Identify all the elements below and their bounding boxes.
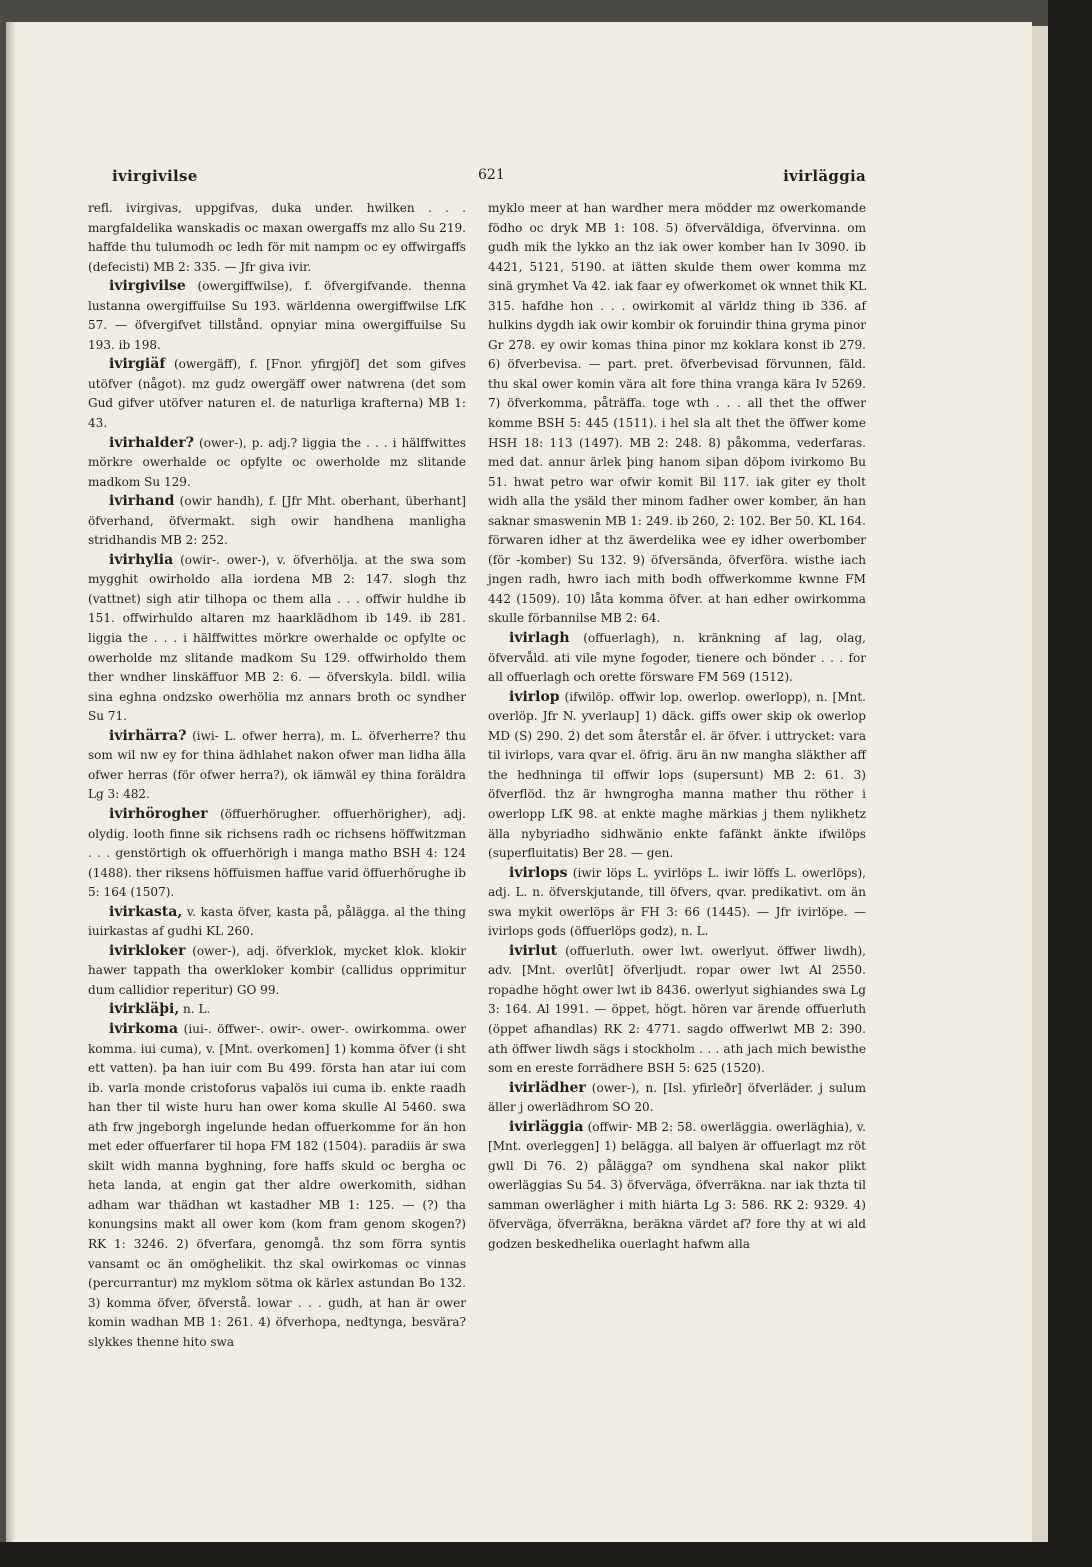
entry-headword: ivirlut [509,942,558,959]
dictionary-entry: ivirhylia (owir-. ower-), v. öfverhölja. at the swa som mygghit owirholdo alla iordena MB 2: 147. slogh thz (vattnet) sigh atir tilhopa oc them alla . . . offwir huldhe ib 151. offwirhuldo altaren mz haarklädhom ib 149. ib 281. liggia the . . . i hälffwittes mörkre owerhalde oc opfylte oc owerholde mz slitande madkom Su 129. offwirholdo them ther wndher linskäffuor MB 2: 6. — öfverskyla. bildl. wilia sina eghna ondzsko owerhölia mz annars broth oc syndher Su 71. [88,551,466,724]
entry-headword: ivirlops [509,864,568,881]
background-right [1048,0,1092,1567]
background-top [0,0,1092,22]
entry-headword: ivirlop [509,688,560,705]
dictionary-entry: ivirhärra? (iwi- L. ofwer herra), m. L. öfverherre? thu som wil nw ey for thina ädhlahet nakon ofwer man lidha älla ofwer herras (för ofwer herra?), ok iämwäl ey thina foräldra Lg 3: 482. [88,727,466,802]
entry-headword: ivirgiäf [109,356,166,373]
background-bottom [0,1542,1092,1567]
page-edge [1032,26,1048,1542]
entry-headword: ivirhylia [109,551,174,568]
dictionary-entry: ivirgiäf (owergäff), f. [Fnor. yfirgjöf] det som gifves utöfver (något). mz gudz owergäff ower natwrena (det som Gud gifver utöfver naturen el. de naturliga krafterna) MB 1: 43. [88,356,466,431]
binding-shadow [6,22,16,1542]
entry-headword: ivirläggia [509,1118,584,1135]
entry-headword: ivirhand [109,493,175,510]
dictionary-entry: ivirlops (iwir löps L. yvirlöps L. iwir löffs L. owerlöps), adj. L. n. öfverskjutande, till öfvers, qvar. predikativt. om än swa mykit owerlöps är FH 3: 66 (1445). — Jfr ivirlöpe. — ivirlops gods (öffuerlöps godz), n. L. [488,864,866,939]
dictionary-entry: ivirlädher (ower-), n. [Isl. yfirleðr] öfverläder. j sulum äller j owerlädhrom SO 20. [488,1079,866,1115]
dictionary-entry: ivirhörogher (öffuerhörugher. offuerhörigher), adj. olydig. looth finne sik richsens radh oc richsens höffwitzman . . . genstörtigh ok offuerhörigh i manga matho BSH 4: 124 (1488). ther riksens höffuismen haffue varid öffuerhörughe ib 5: 164 (1507). [88,805,466,900]
entry-continuation: myklo meer at han wardher mera mödder mz owerkomande födho oc dryk MB 1: 108. 5) öfverväldiga, öfvervinna. om gudh mik the lykko an thz iak ower komber han Iv 3090. ib 4421, 5121, 5190. at iätten skulde them ower komma mz sinä grymhet Va 42. iak faar ey ofwerkomet ok wnnet thik KL 315. hafdhe hon . . . owirkomit al världz thing ib 336. af hulkins dygdh iak owir kombir ok foruindir thina gryma pinor Gr 278. ey owir komas thina pinor mz koklara konst ib 279. 6) öfverbevisa. — part. pret. öfverbevisad förvunnen, fäld. thu skal ower komin vära alt fore thina vranga kära Iv 5269. 7) öfverkomma, påträffa. toge wth . . . all thet the offwer komme BSH 5: 445 (1511). i hel sla alt thet the öffwer kome HSH 18: 113 (1497). MB 2: 248. 8) påkomma, vederfaras. med dat. annur ärlek þing hanom siþan döþom ivirkomo Bu 51. hwat petro war ofwir komit Bil 117. iak giter ey tholt widh alla the ysäld ther minom fadher ower komber, än han saknar smaswenin MB 1: 249. ib 260, 2: 102. Ber 50. KL 164. förwaren idher at thz äwerdelika wee ey idher owerbomber (för -komber) Su 132. 9) öfversända, öfverföra. wisthe iach jngen radh, hwro iach mith bodh offwerkomme kwnne FM 442 (1509). 10) låta komma öfver. at han edher owirkomma skulle förbannilse MB 2: 64. [488,201,866,626]
dictionary-entry: ivirhalder? (ower-), p. adj.? liggia the . . . i hälffwittes mörkre owerhalde oc opfylte oc owerholde mz slitande madkom Su 129. [88,434,466,489]
dictionary-entry: ivirlut (offuerluth. ower lwt. owerlyut. öffwer liwdh), adv. [Mnt. overlût] öfverljudt. ropar ower lwt Al 2550. ropadhe höght ower lwt ib 8436. owerlyut sighiandes swa Lg 3: 164. Al 1991. — öppet, högt. hören var ärende offuerluth (öppet afhandlas) RK 2: 4771. sagdo offwerlwt MB 2: 390. ath öffwer liwdh sägs i stockholm . . . ath jach mich bewisthe som en ereste forrädhere BSH 5: 625 (1520). [488,942,866,1076]
dictionary-entry: ivirlagh (offuerlagh), n. kränkning af lag, olag, öfvervåld. ati vile myne fogoder, tienere och bönder . . . for all offuerlagh och orette försware FM 569 (1512). [488,630,866,685]
entry-headword: ivirhärra? [109,727,187,744]
dictionary-entry: ivirgivilse (owergiffwilse), f. öfvergifvande. thenna lustanna owergiffuilse Su 193. wärldenna owergiffwilse LfK 57. — öfvergifvet tillstånd. opnyiar mina owergiffuilse Su 193. ib 198. [88,278,466,352]
dictionary-entry: ivirkasta, v. kasta öfver, kasta på, pålägga. al the thing iuirkastas af gudhi KL 260. [88,903,466,939]
entry-headword: ivirkläþi, [109,1001,180,1018]
entry-headword: ivirgivilse [109,278,186,295]
entry-headword: ivirkloker [109,942,186,959]
right-running-headword: ivirläggia [783,167,866,185]
dictionary-entry: ivirläggia (offwir- MB 2: 58. owerläggia. owerläghia), v. [Mnt. overleggen] 1) belägga. all balyen är offuerlagt mz röt gwll Di 76. 2) pålägga? om syndhena skal nakor plikt owerläggias Su 54. 3) öfverväga, öfverräkna. nar iak thzta til samman owerlägher i mith hiärta Lg 3: 586. RK 2: 9329. 4) öfverväga, öfverräkna, beräkna värdet af? fore thy at wi ald godzen beskedhelika ouerlaght hafwm alla [488,1118,866,1251]
right-column [488,199,866,1255]
entry-headword: ivirkasta, [109,903,183,920]
entry-headword: ivirlagh [509,630,570,647]
dictionary-entry: ivirkoma (iui-. öffwer-. owir-. ower-. owirkomma. ower komma. iui cuma), v. [Mnt. overkomen] 1) komma öfver (i sht ett vatten). þa han iuir com Bu 499. första han atar iui com ib. varla monde cristoforus vaþalös iui cuma ib. enkte raadh han ther til wiste huru han ower koma skulle Al 5460. swa ath frw jngeborgh ingelunde hedan offuerkomme for än hon met eder offuerfarer til hopa FM 182 (1504). paradiis är swa skilt widh manna byghning, fore haffs skuld oc bergha oc heta landa, at engin gat ther aldre owerkomith, sidhan adham war thädhan wt kastadher MB 1: 125. — (?) tha konungsins makt all ower kom (kom fram genom skogen?) RK 1: 3246. 2) öfverfara, genomgå. thz som förra syntis vansamt oc än omöghelikit. thz skal owirkomas oc vinnas (percurrantur) mz myklom sötma ok kärlex astundan Bo 132. 3) komma öfver, öfverstå. lowar . . . gudh, at han är ower komin wadhan MB 1: 261. 4) öfverhopa, nedtynga, besvära? slykkes thenne hito swa [88,1020,466,1349]
entry-headword: ivirkoma [109,1020,179,1037]
left-column [88,199,466,1352]
entry-headword: ivirhalder? [109,434,194,451]
dictionary-entry: ivirlop (ifwilöp. offwir lop. owerlop. owerlopp), n. [Mnt. overlöp. Jfr N. yverlaup] 1) däck. giffs ower skip ok owerlop MD (S) 290. 2) det som återstår el. är öfver. i uttrycket: vara til ivirlops, vara qvar el. öfrig. äru än nw mangha släkther aff the hedhninga til offwir lops (supersunt) MB 2: 61. 3) öfverflöd. thz är hwngrogha manna mather thu röther i owerlopp LfK 98. at enkte maghe märkias j them nylikhetz älla nybyriadho sidhwänio enkte fafänkt änkte ifwilöps (superfluitatis) Ber 28. — gen. [488,688,866,861]
dictionary-entry: ivirhand (owir handh), f. [Jfr Mht. oberhant, überhant] öfverhand, öfvermakt. sigh owir handhena manligha stridhandis MB 2: 252. [88,493,466,548]
dictionary-entry: ivirkloker (ower-), adj. öfverklok, mycket klok. klokir hawer tappath tha owerkloker kombir (callidus opprimitur dum callidior reperitur) GO 99. [88,942,466,997]
dictionary-entry: ivirkläþi, n. L. [109,1001,211,1018]
entry-headword: ivirlädher [509,1079,586,1096]
dictionary-page [6,22,1032,1542]
entry-continuation: refl. ivirgivas, uppgifvas, duka under. hwilken . . . margfaldelika wanskadis oc maxan owergaffs mz allo Su 219. haffde thu tulumodh oc ledh för mit nampm oc ey offwirgaffs (defecisti) MB 2: 335. — Jfr giva ivir. [88,201,466,274]
left-running-headword: ivirgivilse [112,167,198,185]
entry-headword: ivirhörogher [109,805,208,822]
page-number: 621 [478,167,505,183]
